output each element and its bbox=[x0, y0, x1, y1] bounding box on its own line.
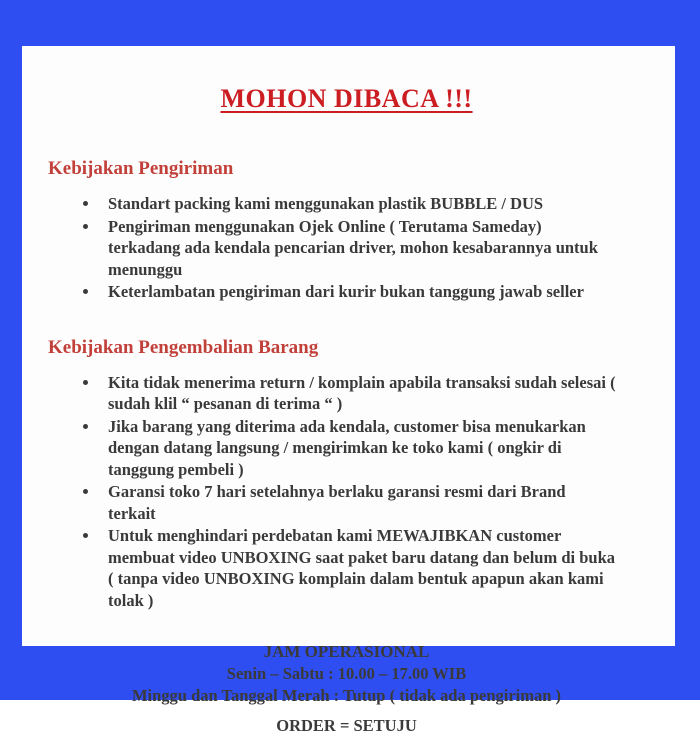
list-item: • Garansi toko 7 hari setelahnya berlaku garansi resmi dari Brand terkait bbox=[100, 481, 616, 524]
list-item: • Jika barang yang diterima ada kendala, customer bisa menukarkan dengan datang langsung / mengirimkan ke toko kami ( ongkir di tanggung pembeli ) bbox=[100, 416, 616, 481]
operational-hours-holidays: Minggu dan Tanggal Merah : Tutup ( tidak ada pengiriman ) bbox=[131, 686, 562, 705]
operational-hours-title: JAM OPERASIONAL bbox=[263, 642, 430, 661]
operational-hours-block bbox=[48, 641, 645, 707]
page-title: MOHON DIBACA !!! bbox=[220, 84, 473, 113]
list-item: • Standart packing kami menggunakan plastik BUBBLE / DUS bbox=[100, 193, 616, 215]
section-heading-return-policy: Kebijakan Pengembalian Barang bbox=[48, 336, 319, 358]
operational-hours-weekdays: Senin – Sabtu : 10.00 – 17.00 WIB bbox=[226, 664, 467, 683]
shipping-policy-list bbox=[48, 193, 616, 303]
section-heading-shipping-policy: Kebijakan Pengiriman bbox=[48, 158, 234, 179]
list-item: • Keterlambatan pengiriman dari kurir bukan tanggung jawab seller bbox=[100, 281, 616, 303]
list-item: • Kita tidak menerima return / komplain apabila transaksi sudah selesai ( sudah klil “ pesanan di terima “ ) bbox=[100, 372, 616, 415]
order-agreement-note: ORDER = SETUJU bbox=[276, 716, 417, 735]
list-item: • Pengiriman menggunakan Ojek Online ( Terutama Sameday) terkadang ada kendala pencarian driver, mohon kesabarannya untuk menunggu bbox=[100, 216, 616, 281]
return-policy-list bbox=[48, 372, 616, 612]
list-item: • Untuk menghindari perdebatan kami MEWAJIBKAN customer membuat video UNBOXING saat paket baru datang dan belum di buka ( tanpa video UNBOXING komplain dalam bentuk apapun akan kami tolak ) bbox=[100, 525, 616, 611]
notice-card bbox=[22, 46, 675, 735]
